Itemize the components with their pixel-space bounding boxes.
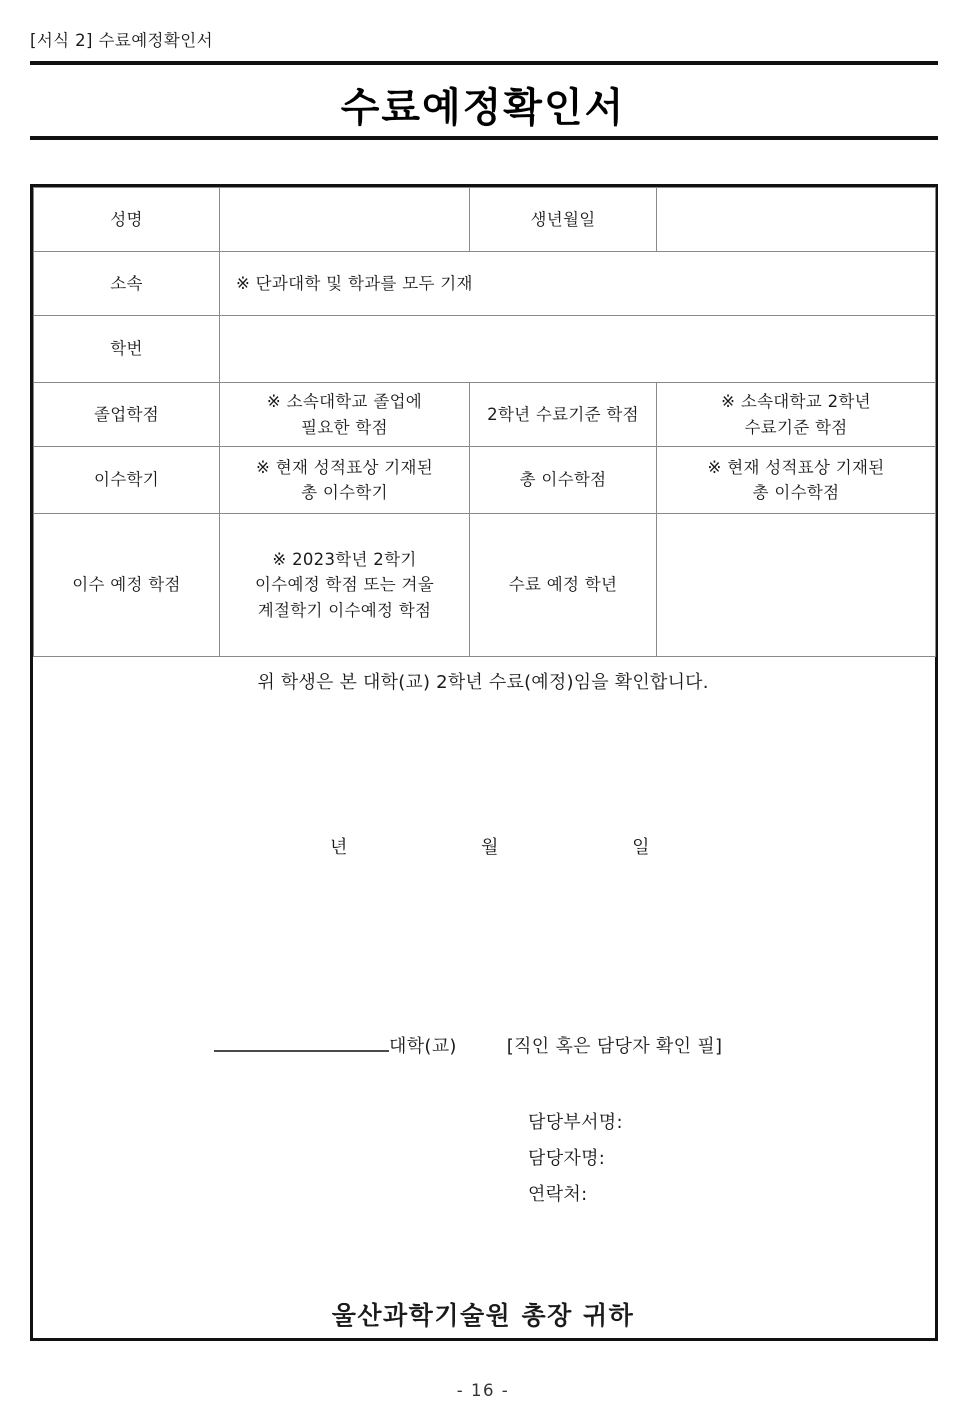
date-day-label: 일 xyxy=(632,837,650,858)
contact-phone-label: 연락처: xyxy=(528,1184,588,1205)
field-birthdate-value[interactable] xyxy=(657,188,936,252)
university-suffix-label: 대학(교) xyxy=(389,1036,457,1057)
total-credits-note-line1: ※ 현재 성적표상 기재된 xyxy=(707,457,885,477)
confirmation-statement: 위 학생은 본 대학(교) 2학년 수료(예정)임을 확인합니다. xyxy=(257,672,709,693)
seal-note-label: [직인 혹은 담당자 확인 필] xyxy=(506,1036,723,1057)
field-completed-semesters-note[interactable] xyxy=(220,447,470,514)
student-info-table xyxy=(33,187,936,657)
title-rule-bottom xyxy=(30,136,938,140)
table-row xyxy=(34,383,936,447)
label-affiliation: 소속 xyxy=(34,252,220,316)
field-student-id-value[interactable] xyxy=(220,316,936,383)
year2-required-note-line1: ※ 소속대학교 2학년 xyxy=(721,392,871,411)
label-year2-required-credits: 2학년 수료기준 학점 xyxy=(470,383,657,447)
field-year2-required-credits-note[interactable] xyxy=(657,383,936,447)
table-row xyxy=(34,514,936,657)
title-rule-top xyxy=(30,61,938,65)
date-month-label: 월 xyxy=(481,837,499,858)
label-graduation-credits: 졸업학점 xyxy=(34,383,220,447)
total-credits-note-line2: 총 이수학점 xyxy=(752,483,840,503)
date-line xyxy=(330,833,650,859)
university-name-blank[interactable] xyxy=(214,1033,389,1052)
completed-semesters-note-line1: ※ 현재 성적표상 기재된 xyxy=(256,457,433,477)
date-year-label: 년 xyxy=(330,837,348,858)
year2-required-note-line2: 수료기준 학점 xyxy=(744,417,848,437)
planned-credits-note-line2: 이수예정 학점 또는 겨울 xyxy=(254,575,435,595)
contact-department-label: 담당부서명: xyxy=(528,1112,623,1133)
contact-block xyxy=(528,1105,623,1213)
label-name: 성명 xyxy=(34,188,220,252)
signature-row xyxy=(214,1032,722,1058)
label-planned-credits: 이수 예정 학점 xyxy=(34,514,220,657)
page-title: 수료예정확인서 xyxy=(340,85,626,131)
table-row xyxy=(34,188,936,252)
page-number: - 16 - xyxy=(456,1381,510,1400)
completed-semesters-note-line2: 총 이수학기 xyxy=(301,483,388,503)
table-row xyxy=(34,316,936,383)
addressee-line: 울산과학기술원 총장 귀하 xyxy=(331,1301,635,1330)
field-expected-completion-year-value[interactable] xyxy=(657,514,936,657)
field-planned-credits-note[interactable] xyxy=(220,514,470,657)
label-student-id: 학번 xyxy=(34,316,220,383)
form-tag: [서식 2] 수료예정확인서 xyxy=(30,31,213,50)
planned-credits-note-line3: 계절학기 이수예정 학점 xyxy=(257,600,432,620)
planned-credits-note-line1: ※ 2023학년 2학기 xyxy=(272,549,417,569)
contact-person-label: 담당자명: xyxy=(528,1148,606,1169)
graduation-credits-note-line1: ※ 소속대학교 졸업에 xyxy=(266,392,423,411)
field-graduation-credits-note[interactable] xyxy=(220,383,470,447)
label-completed-semesters: 이수학기 xyxy=(34,447,220,514)
graduation-credits-note-line2: 필요한 학점 xyxy=(301,417,388,437)
label-birthdate: 생년월일 xyxy=(470,188,657,252)
field-affiliation-value[interactable]: ※ 단과대학 및 학과를 모두 기재 xyxy=(220,252,936,316)
table-row xyxy=(34,252,936,316)
table-row xyxy=(34,447,936,514)
label-total-credits: 총 이수학점 xyxy=(470,447,657,514)
label-expected-completion-year: 수료 예정 학년 xyxy=(470,514,657,657)
field-total-credits-note[interactable] xyxy=(657,447,936,514)
field-name-value[interactable] xyxy=(220,188,470,252)
